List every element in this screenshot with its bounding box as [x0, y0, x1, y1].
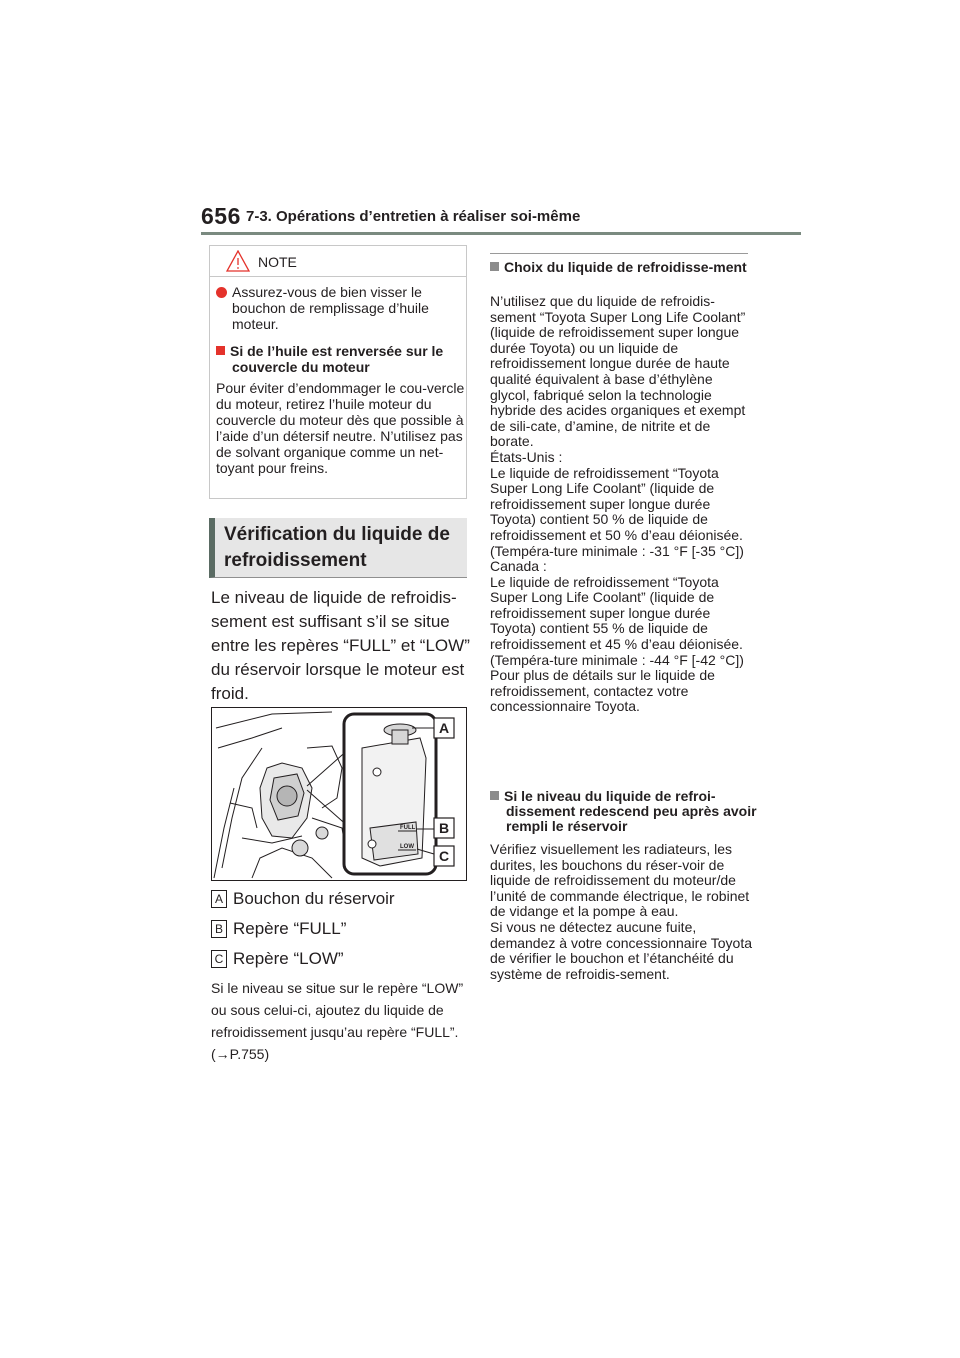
callout-b	[434, 818, 454, 838]
right-column-rule	[490, 253, 748, 254]
square-bullet-icon	[490, 262, 499, 271]
note-header	[210, 246, 466, 277]
legend-item	[211, 889, 395, 909]
legend-text: Repère “LOW”	[233, 949, 344, 968]
legend-item	[211, 919, 346, 939]
section-heading-text: Vérification du liquide de refroidissement	[224, 524, 450, 571]
refill-instruction: Si le niveau se situe sur le repère “LOW” ou sous celui-ci, ajoutez du liquide de refroidissement jusqu’au repère “FULL”. (→P.755)	[211, 980, 464, 1062]
legend-key: C	[211, 950, 227, 968]
legend-text: Bouchon du réservoir	[233, 889, 395, 908]
svg-text:C: C	[438, 848, 450, 864]
note-bullet: Assurez-vous de bien visser le bouchon de remplissage d’huile moteur.	[216, 284, 476, 332]
tank-full-mark: FULL	[400, 825, 416, 831]
svg-text:B: B	[438, 820, 450, 836]
callout-c	[434, 846, 454, 866]
bullet-dot-icon	[216, 287, 227, 298]
warning-triangle-icon	[226, 250, 250, 272]
legend-key: B	[211, 920, 227, 938]
engine-bay-drawing	[212, 708, 467, 881]
note-box	[209, 245, 467, 499]
note-label: NOTE	[258, 254, 297, 270]
square-bullet-icon	[216, 346, 225, 355]
level-drop-paragraph: Vérifiez visuellement les radiateurs, les durites, les bouchons du réser-voir de liquide de refroidissement du moteur/de l’unité de commande électrique, le robinet de vidange et la pompe à eau. Si vous ne détectez aucune fuite, demandez à votre concessionnaire Toyota de vérifier le bouchon et l’étanchéité du système de refroidis-sement.	[490, 841, 753, 982]
svg-text:A: A	[438, 720, 450, 736]
square-bullet-icon	[490, 791, 499, 800]
legend-text: Repère “FULL”	[233, 919, 347, 938]
legend-item	[211, 949, 344, 969]
note-paragraph: Pour éviter d’endommager le cou-vercle du moteur, retirez l’huile moteur du couvercle du moteur dès que possible à l’aide d’un détersif neutre. N’utilisez pas de solvant organique comme un net-toyant pour freins.	[216, 380, 465, 476]
note-subhead: Si de l’huile est renversée sur le couvercle du moteur	[216, 343, 476, 375]
level-drop-heading: Si le niveau du liquide de refroi-dissement redescend peu après avoir rempli le réservoir	[490, 789, 768, 834]
coolant-choice-heading: Choix du liquide de refroidisse-ment	[490, 260, 768, 275]
coolant-reservoir-illustration	[211, 707, 467, 881]
section-heading	[209, 518, 467, 578]
legend-key: A	[211, 890, 227, 908]
page-number: 656	[201, 203, 241, 229]
section-title: 7-3. Opérations d’entretien à réaliser soi-même	[246, 208, 581, 225]
coolant-choice-paragraph: N’utilisez que du liquide de refroidis-sement “Toyota Super Long Life Coolant” (liquide de refroidissement super longue durée Toyota) ou un liquide de refroidissement longue durée de haute qualité équivalent à base d’éthylène glycol, fabriqué selon la technologie hybride des acides organiques et exempt de sili-cate, d’amine, de nitrite et de borate. États-Unis : Le liquide de refroidissement “Toyota Super Long Life Coolant” (liquide de refroidissement super longue durée Toyota) contient 50 % de liquide de refroidissement et 50 % d’eau déionisée. (Tempéra-ture minimale : -31 °F [-35 °C]) Canada : Le liquide de refroidissement “Toyota Super Long Life Coolant” (liquide de refroidissement super longue durée Toyota) contient 55 % de liquide de refroidissement et 45 % d’eau déionisée. (Tempéra-ture minimale : -44 °F [-42 °C]) Pour plus de détails sur le liquide de refroidissement, contactez votre concessionnaire Toyota.	[490, 293, 746, 715]
header-rule	[201, 232, 801, 235]
tank-low-mark: LOW	[400, 844, 414, 850]
intro-paragraph: Le niveau de liquide de refroidis-sement est suffisant s’il se situe entre les repères “FULL” et “LOW” du réservoir lorsque le moteur est froid.	[211, 588, 470, 703]
callout-a	[434, 718, 454, 738]
